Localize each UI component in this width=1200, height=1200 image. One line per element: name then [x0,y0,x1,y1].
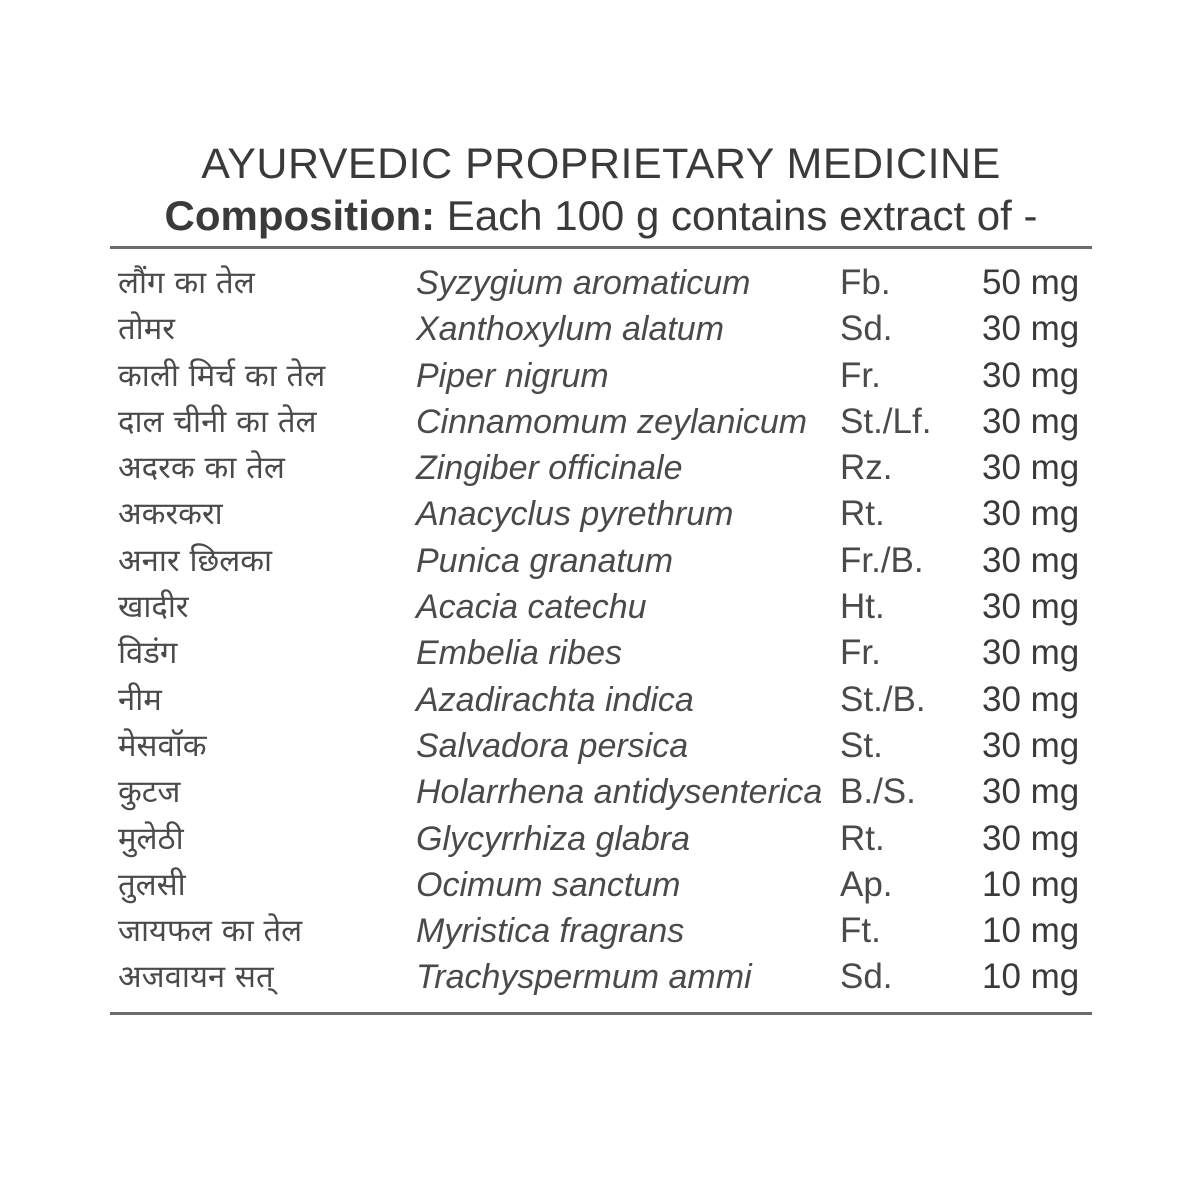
hindi-name: खादीर [118,589,189,626]
plant-part: Fr./B. [840,540,924,580]
quantity: 30 mg [982,448,1080,488]
plant-part: Sd. [840,957,893,997]
botanical-name: Glycyrrhiza glabra [416,819,690,858]
botanical-name: Cinnamomum zeylanicum [416,402,808,441]
plant-part: Sd. [840,309,893,349]
quantity: 10 mg [982,864,1080,904]
quantity: 30 mg [982,818,1080,858]
top-rule [110,246,1092,249]
quantity: 30 mg [982,772,1080,812]
hindi-name: तुलसी [118,866,186,903]
table-row [0,630,1200,676]
botanical-name: Trachyspermum ammi [416,958,752,997]
composition-text: Each 100 g contains extract of - [435,192,1038,239]
hindi-name: तोमर [118,311,175,348]
plant-part: St. [840,725,883,765]
botanical-name: Salvadora persica [416,726,689,765]
plant-part: Ft. [840,911,881,951]
quantity: 30 mg [982,633,1080,673]
plant-part: Rt. [840,494,885,534]
quantity: 30 mg [982,725,1080,765]
quantity: 30 mg [982,494,1080,534]
botanical-name: Embelia ribes [416,634,622,673]
quantity: 30 mg [982,587,1080,627]
hindi-name: अनार छिलका [118,542,273,579]
table-row [0,584,1200,630]
ingredients-table [0,260,1200,1001]
table-row [0,954,1200,1000]
quantity: 30 mg [982,401,1080,441]
table-row [0,260,1200,306]
composition-heading [110,192,1092,240]
table-row [0,862,1200,908]
hindi-name: कुटज [118,774,181,811]
botanical-name: Holarrhena antidysenterica [416,773,823,812]
table-row [0,908,1200,954]
page-title: AYURVEDIC PROPRIETARY MEDICINE [201,140,1001,188]
table-row [0,353,1200,399]
table-row [0,399,1200,445]
plant-part: B./S. [840,772,916,812]
hindi-name: मुलेठी [118,820,184,857]
table-row [0,306,1200,352]
botanical-name: Punica granatum [416,541,674,580]
botanical-name: Anacyclus pyrethrum [416,495,734,534]
plant-part: Fb. [840,263,891,302]
quantity: 10 mg [982,957,1080,997]
botanical-name: Xanthoxylum alatum [416,310,725,349]
botanical-name: Myristica fragrans [416,912,685,951]
hindi-name: नीम [118,681,162,718]
composition-label: Composition: [164,192,436,239]
hindi-name: अजवायन सत् [118,959,274,996]
plant-part: Ap. [840,864,893,904]
hindi-name: अकरकरा [118,496,223,533]
table-row [0,491,1200,537]
botanical-name: Piper nigrum [416,356,609,395]
hindi-name: जायफल का तेल [118,913,303,950]
quantity: 50 mg [982,263,1080,302]
plant-part: Rt. [840,818,885,858]
plant-part: Fr. [840,355,881,395]
botanical-name: Acacia catechu [416,588,647,627]
botanical-name: Syzygium aromaticum [416,264,751,302]
quantity: 30 mg [982,540,1080,580]
plant-part: Rz. [840,448,893,488]
hindi-name: काली मिर्च का तेल [118,357,326,394]
hindi-name: विडंग [118,635,178,672]
botanical-name: Zingiber officinale [416,449,683,488]
table-row [0,723,1200,769]
plant-part: St./B. [840,679,926,719]
hindi-name: अदरक का तेल [118,450,285,487]
table-row [0,445,1200,491]
bottom-rule [110,1012,1092,1015]
quantity: 10 mg [982,911,1080,951]
table-row [0,816,1200,862]
quantity: 30 mg [982,679,1080,719]
plant-part: St./Lf. [840,401,932,441]
hindi-name: लौंग का तेल [118,265,255,301]
plant-part: Ht. [840,587,885,627]
plant-part: Fr. [840,633,881,673]
quantity: 30 mg [982,309,1080,349]
botanical-name: Azadirachta indica [416,680,694,719]
hindi-name: दाल चीनी का तेल [118,403,317,440]
table-row [0,538,1200,584]
botanical-name: Ocimum sanctum [416,865,681,904]
hindi-name: मेसवॉक [118,727,207,764]
quantity: 30 mg [982,355,1080,395]
table-row [0,769,1200,815]
table-row [0,677,1200,723]
